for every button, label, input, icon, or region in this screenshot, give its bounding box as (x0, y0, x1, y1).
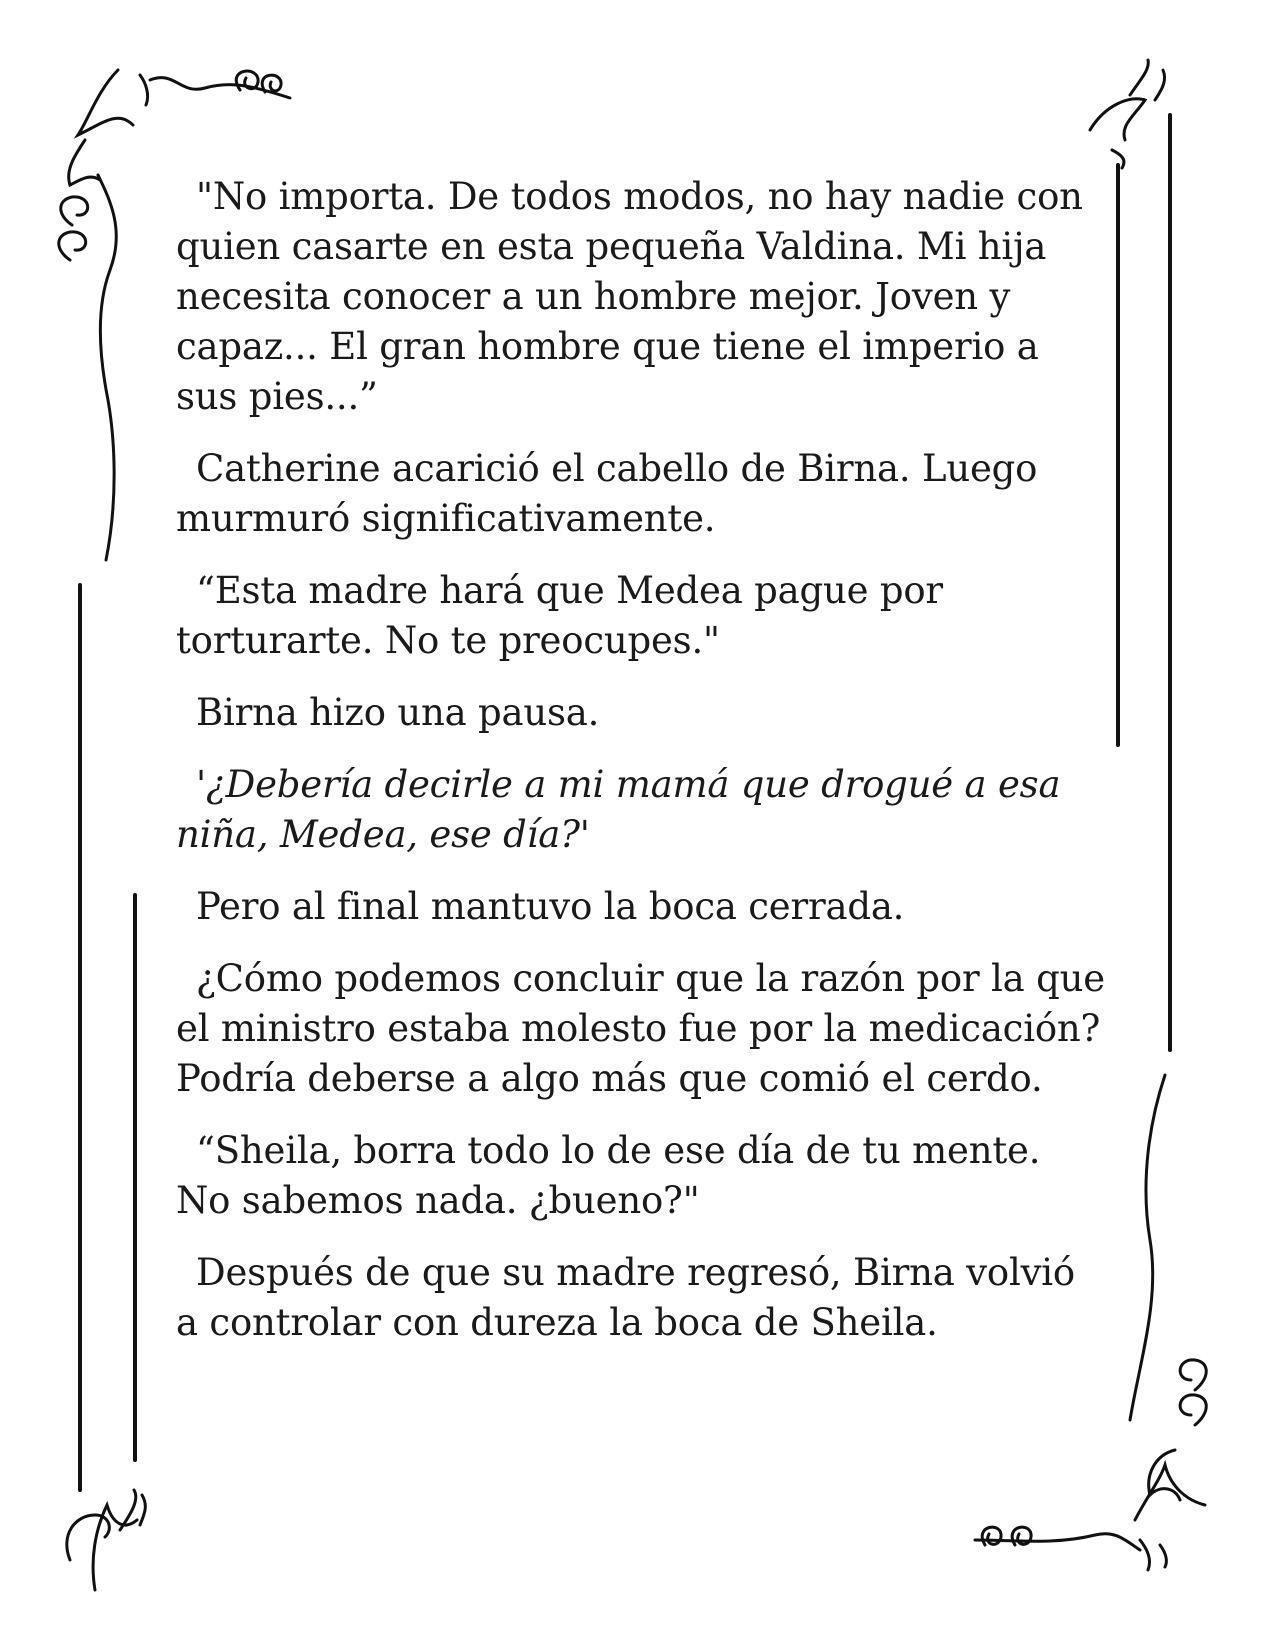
story-text (176, 172, 1106, 1370)
paragraph: ¿Cómo podemos concluir que la razón por la que el ministro estaba molesto fue por la medicación? Podría deberse a algo más que comió el cerdo. (176, 957, 1105, 1100)
left-rules (80, 585, 135, 1490)
paragraph: Pero al final mantuvo la boca cerrada. (196, 885, 905, 928)
right-stem-flourish-icon (1130, 1075, 1206, 1500)
paragraph: Birna hizo una pausa. (196, 691, 600, 734)
right-rules (1118, 115, 1170, 1050)
paragraph: “Sheila, borra todo lo de ese día de tu mente. No sabemos nada. ¿bueno?" (176, 1129, 1041, 1222)
paragraph: “Esta madre hará que Medea pague por torturarte. No te preocupes." (176, 569, 943, 662)
top-right-flourish-icon (1090, 60, 1165, 168)
paragraph: Después de que su madre regresó, Birna volvió a controlar con dureza la boca de Sheila. (176, 1251, 1076, 1344)
inner-thought-paragraph: '¿Debería decirle a mi mamá que drogué a esa niña, Medea, ese día?' (176, 763, 1061, 856)
bottom-right-flourish-icon (975, 1465, 1205, 1570)
paragraph: Catherine acarició el cabello de Birna. Luego murmuró significativamente. (176, 447, 1038, 540)
paragraph: "No importa. De todos modos, no hay nadie con quien casarte en esta pequeña Valdina. Mi hija necesita conocer a un hombre mejor. Joven y capaz... El gran hombre que tiene el imperio a sus pies...” (176, 175, 1083, 418)
bottom-left-flourish-icon (67, 1490, 146, 1590)
